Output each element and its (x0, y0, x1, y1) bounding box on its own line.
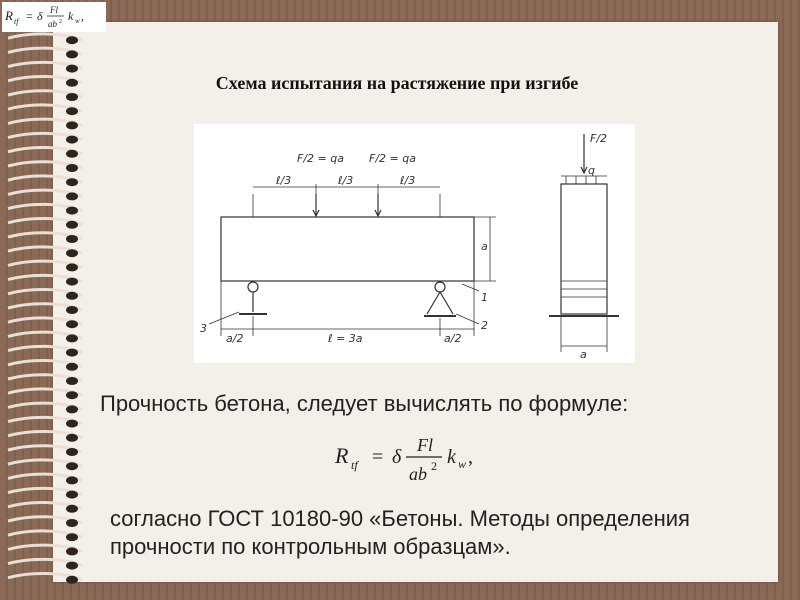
leader-1 (462, 284, 479, 291)
label-span-third-1: ℓ/3 (276, 174, 292, 187)
spiral-hole (66, 65, 78, 73)
beam-specimen (221, 217, 474, 281)
spiral-hole (66, 136, 78, 144)
spiral-hole (66, 434, 78, 442)
formula-factor: k (447, 446, 456, 468)
spiral-hole (66, 405, 78, 413)
spiral-hole (66, 576, 78, 584)
spiral-hole (66, 505, 78, 513)
strength-formula (330, 425, 510, 490)
spiral-hole (66, 192, 78, 200)
corner-numerator: Fl (50, 5, 58, 15)
formula-denominator-power: 2 (431, 459, 437, 473)
spiral-hole (66, 306, 78, 314)
label-part-1: 1 (481, 291, 488, 304)
spiral-hole (66, 420, 78, 428)
spiral-hole (66, 207, 78, 215)
spiral-hole (66, 221, 78, 229)
spiral-hole (66, 150, 78, 158)
spiral-hole (66, 363, 78, 371)
formula-denominator: ab (409, 464, 427, 484)
spiral-hole (66, 519, 78, 527)
spiral-hole (66, 562, 78, 570)
corner-denominator: ab (48, 19, 57, 29)
leader-3 (209, 312, 239, 324)
corner-denominator-power: 2 (59, 19, 62, 25)
spiral-hole (66, 93, 78, 101)
label-span-third-2: ℓ/3 (338, 174, 354, 187)
spiral-hole (66, 36, 78, 44)
spiral-hole (66, 164, 78, 172)
spiral-hole (66, 79, 78, 87)
spiral-hole (66, 178, 78, 186)
corner-factor: k (68, 9, 74, 23)
label-load-right: F/2 = qa (369, 152, 416, 165)
label-height: a (481, 240, 488, 253)
formula-delta: δ (392, 446, 402, 468)
formula-factor-sub: w (458, 457, 467, 471)
gost-text: согласно ГОСТ 10180-90 «Бетоны. Методы определения прочности по контрольным образцам». (110, 506, 690, 559)
spiral-hole (66, 377, 78, 385)
spiral-hole (66, 391, 78, 399)
spiral-hole (66, 448, 78, 456)
corner-lhs-sub: tf (14, 17, 19, 26)
formula-lhs-sub: tf (351, 458, 358, 472)
spiral-binding (0, 0, 90, 600)
label-load-left: F/2 = qa (297, 152, 344, 165)
beam-test-diagram (194, 124, 635, 363)
label-part-3: 3 (200, 322, 207, 335)
corner-eq: = (26, 9, 33, 23)
formula-lhs: R (335, 443, 349, 468)
label-side-load: F/2 (590, 132, 608, 145)
slide-title: Схема испытания на растяжение при изгибе (215, 73, 579, 93)
label-side-width: a (580, 348, 587, 361)
spiral-hole (66, 249, 78, 257)
spiral-hole (66, 334, 78, 342)
label-part-2: 2 (481, 319, 488, 332)
spiral-hole (66, 50, 78, 58)
spiral-hole (66, 547, 78, 555)
label-overhang-right: a/2 (444, 332, 462, 345)
corner-lhs: R (5, 8, 13, 23)
corner-factor-sub: w (75, 17, 80, 25)
spiral-hole (66, 107, 78, 115)
spiral-hole (66, 235, 78, 243)
strength-text: Прочность бетона, следует вычислять по формуле: (100, 391, 629, 416)
spiral-hole (66, 121, 78, 129)
right-support-triangle (427, 292, 453, 314)
spiral-hole (66, 320, 78, 328)
spiral-hole (66, 263, 78, 271)
spiral-hole (66, 292, 78, 300)
spiral-hole (66, 491, 78, 499)
formula-equals: = (372, 446, 384, 468)
corner-delta: δ (37, 9, 43, 23)
leader-2 (456, 314, 479, 324)
corner-formula (2, 2, 106, 32)
spiral-hole (66, 349, 78, 357)
label-span-total: ℓ = 3a (328, 332, 363, 345)
formula-numerator: Fl (417, 435, 433, 455)
spiral-hole (66, 476, 78, 484)
side-view-specimen (561, 184, 607, 314)
right-roller (435, 282, 445, 292)
left-roller (248, 282, 258, 292)
label-span-third-3: ℓ/3 (400, 174, 416, 187)
corner-trail: , (81, 9, 84, 23)
spiral-hole (66, 462, 78, 470)
spiral-hole (66, 278, 78, 286)
label-side-q: q (588, 164, 595, 177)
label-overhang-left: a/2 (226, 332, 244, 345)
spiral-hole (66, 533, 78, 541)
formula-trail: , (468, 446, 473, 468)
